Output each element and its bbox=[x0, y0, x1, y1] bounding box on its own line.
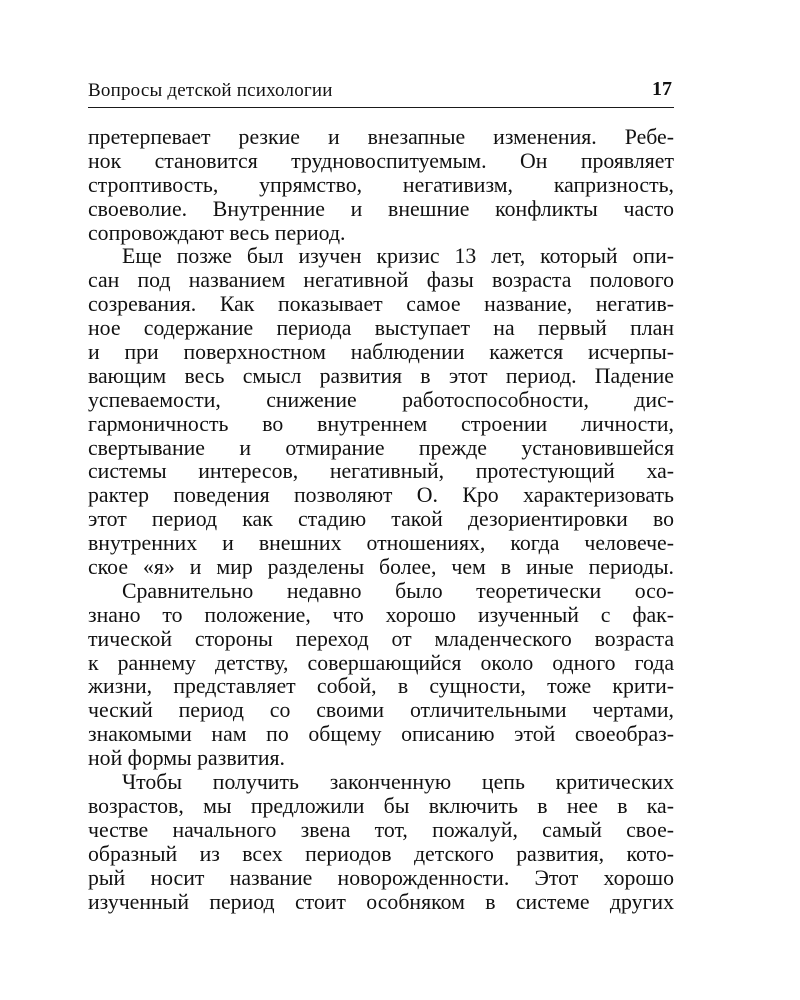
text-line: Сравнительно недавно было теоретически осо- bbox=[122, 579, 674, 603]
text-line: ное содержание периода выступает на первый план bbox=[88, 317, 674, 341]
text-line: знакомыми нам по общему описанию этой своеобраз- bbox=[88, 723, 674, 747]
text-line: успеваемости, снижение работоспособности, дис- bbox=[88, 388, 674, 412]
text-line: знано то положение, что хорошо изученный с фак- bbox=[88, 603, 674, 627]
text-line: Еще позже был изучен кризис 13 лет, который опи- bbox=[122, 245, 674, 269]
text-line: строптивость, упрямство, негативизм, капризность, bbox=[88, 173, 674, 197]
text-line: и при поверхностном наблюдении кажется исчерпы- bbox=[88, 341, 674, 365]
text-line: жизни, представляет собой, в сущности, тоже крити- bbox=[88, 675, 674, 699]
text-line: ной формы развития. bbox=[88, 747, 285, 771]
text-line: своеволие. Внутренние и внешние конфликты часто bbox=[88, 197, 674, 221]
running-head bbox=[88, 78, 674, 104]
text-line: возрастов, мы предложили бы включить в нее в ка- bbox=[88, 794, 674, 818]
text-line: свертывание и отмирание прежде установившейся bbox=[88, 436, 674, 460]
text-line: гармоничность во внутреннем строении личности, bbox=[88, 412, 674, 436]
running-title: Вопросы детской психологии bbox=[88, 80, 333, 101]
text-line: Чтобы получить законченную цепь критических bbox=[122, 771, 674, 795]
header-rule bbox=[88, 107, 674, 108]
text-line: образный из всех периодов детского развития, кото- bbox=[88, 842, 674, 866]
text-line: сопровождают весь период. bbox=[88, 221, 346, 245]
page-number: 17 bbox=[652, 78, 672, 100]
text-line: внутренних и внешних отношениях, когда человече- bbox=[88, 532, 674, 556]
text-line: рый носит название новорожденности. Этот хорошо bbox=[88, 866, 674, 890]
text-line: честве начального звена тот, пожалуй, самый свое- bbox=[88, 818, 674, 842]
text-line: ское «я» и мир разделены более, чем в иные периоды. bbox=[88, 556, 674, 580]
body-text bbox=[88, 126, 674, 914]
text-line: к раннему детству, совершающийся около одного года bbox=[88, 651, 674, 675]
text-line: ческий период со своими отличительными чертами, bbox=[88, 699, 674, 723]
text-line: вающим весь смысл развития в этот период. Падение bbox=[88, 364, 674, 388]
text-line: сан под названием негативной фазы возраста полового bbox=[88, 269, 674, 293]
text-line: изученный период стоит особняком в системе других bbox=[88, 890, 674, 914]
text-line: созревания. Как показывает самое название, негатив- bbox=[88, 293, 674, 317]
text-line: претерпевает резкие и внезапные изменения. Ребе- bbox=[88, 126, 674, 149]
text-line: нок становится трудновоспитуемым. Он проявляет bbox=[88, 149, 674, 173]
text-line: системы интересов, негативный, протестующий ха- bbox=[88, 460, 674, 484]
text-line: этот период как стадию такой дезориентировки во bbox=[88, 508, 674, 532]
text-line: рактер поведения позволяют О. Кро характеризовать bbox=[88, 484, 674, 508]
text-line: тической стороны переход от младенческого возраста bbox=[88, 627, 674, 651]
